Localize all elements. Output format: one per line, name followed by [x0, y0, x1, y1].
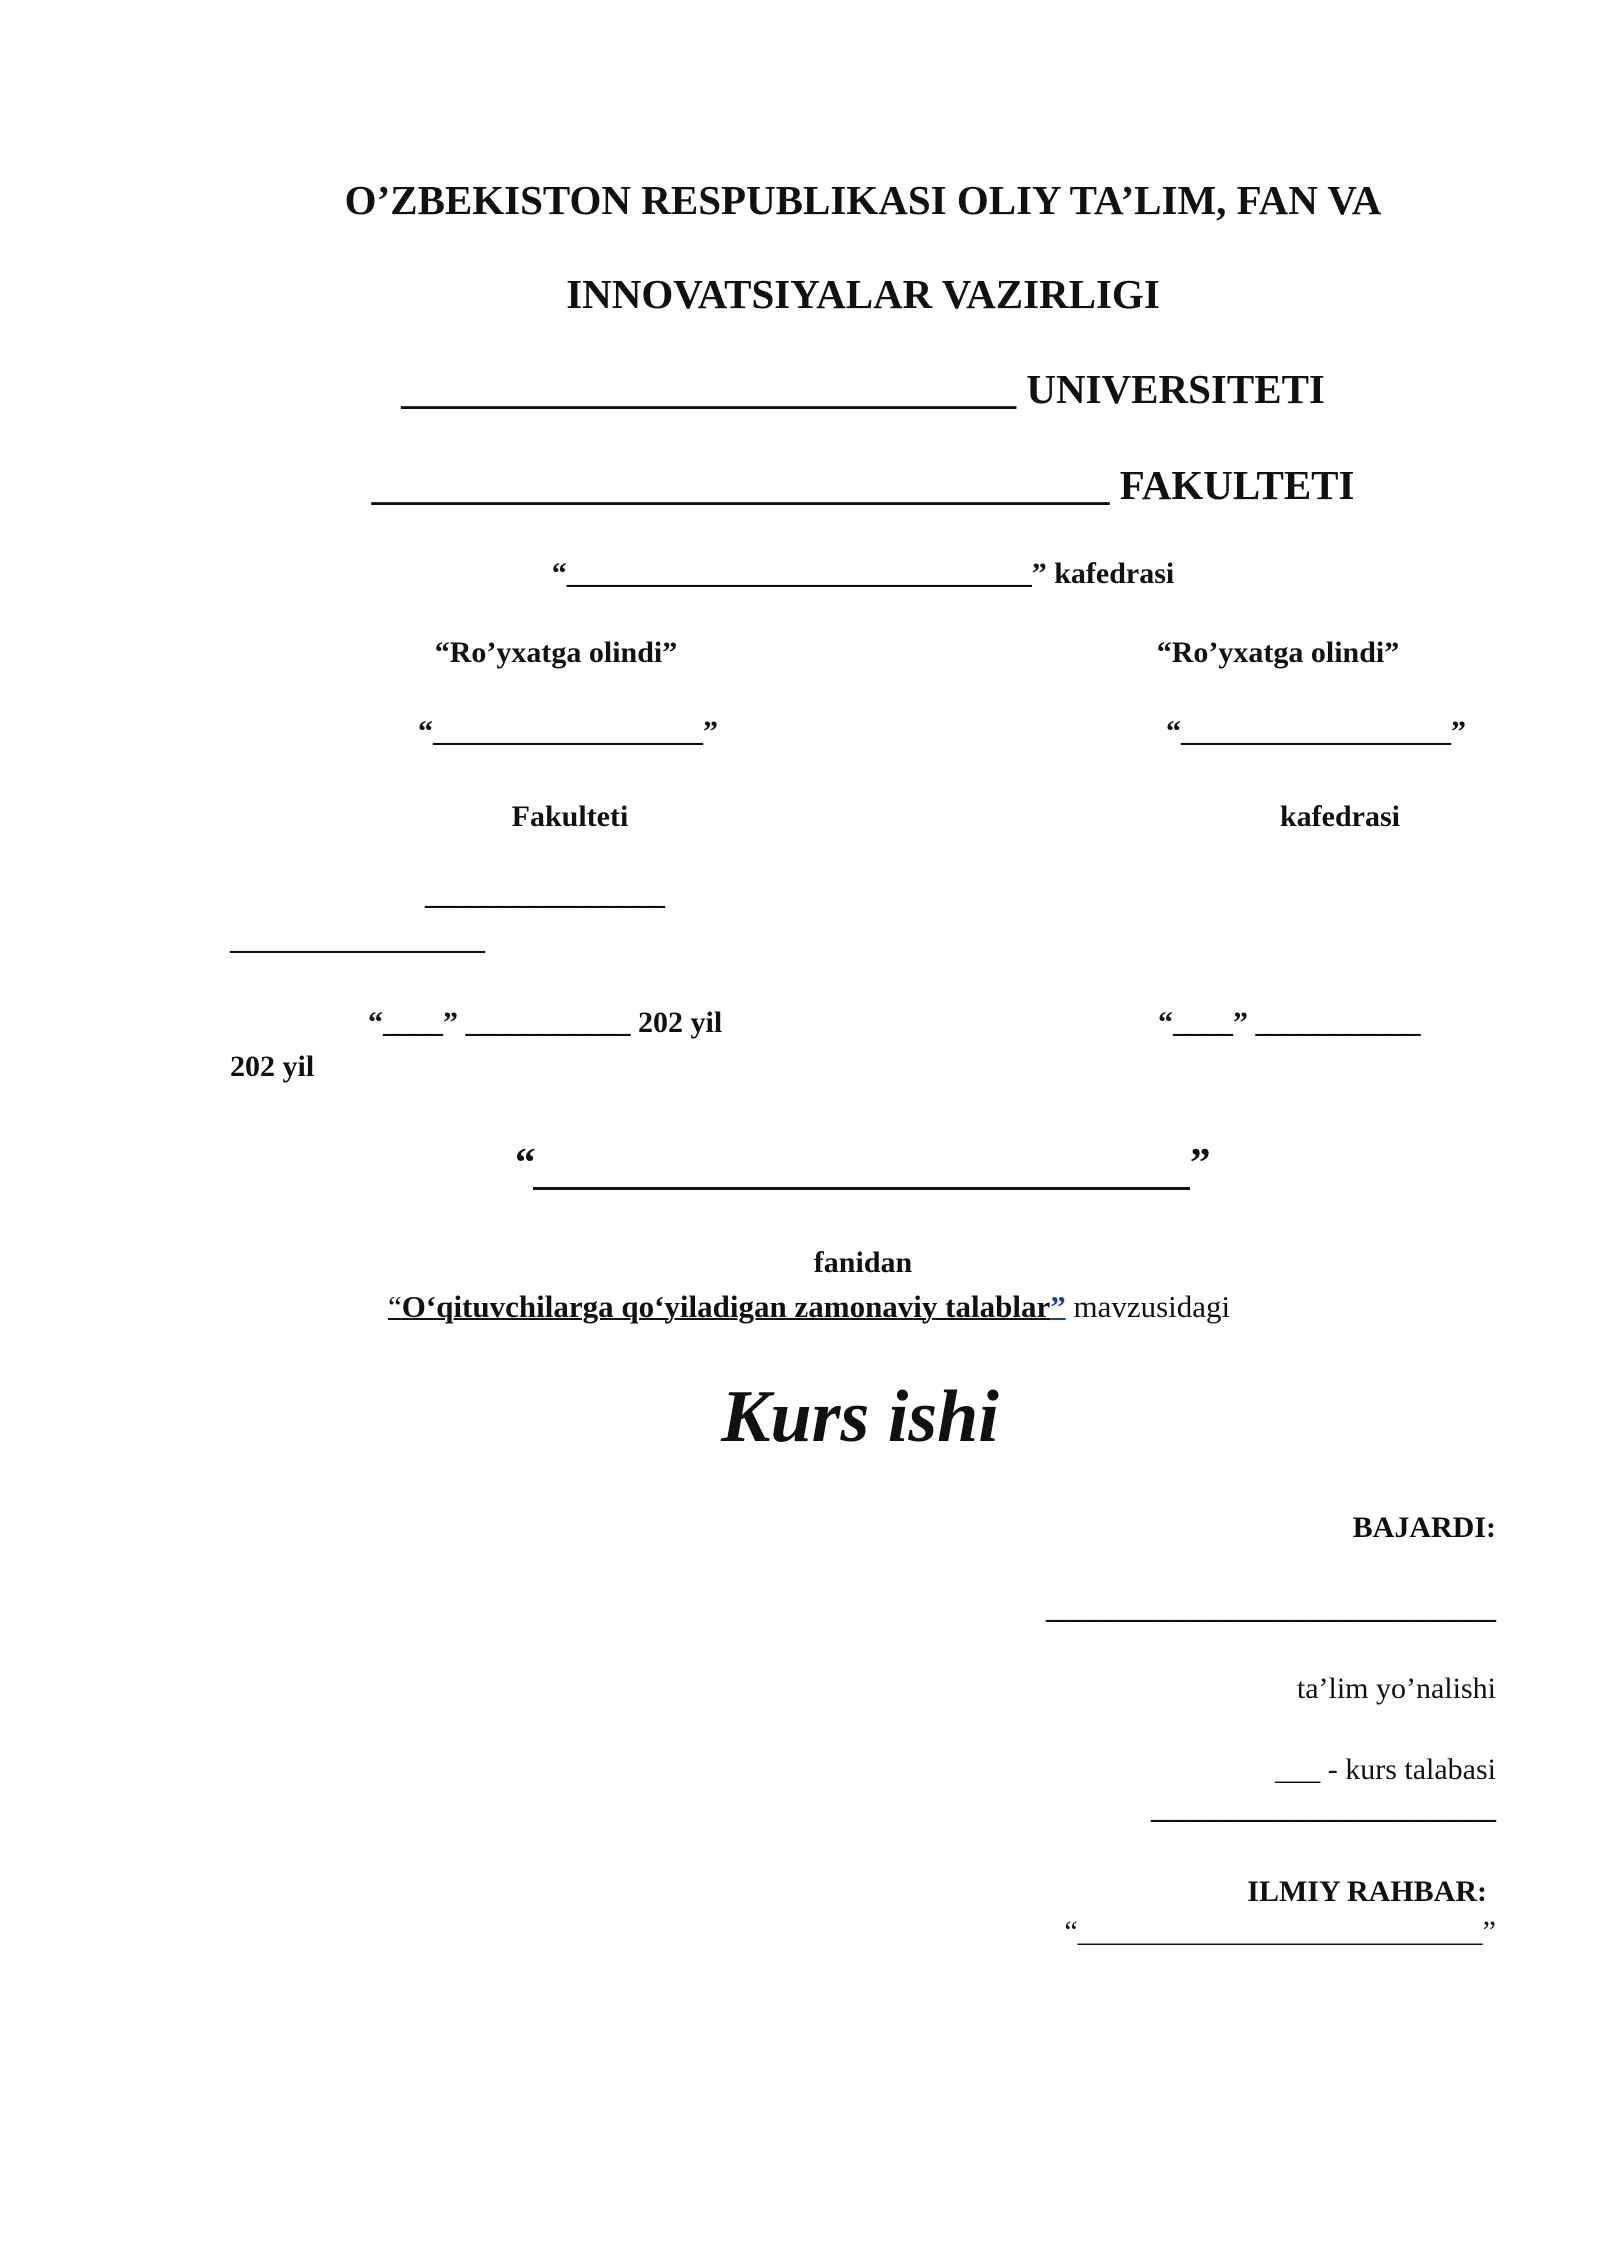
- registration-date-left: “____” ___________ 202 yil: [368, 1006, 723, 1039]
- ministry-line-1: O’ZBEKISTON RESPUBLIKASI OLIY TA’LIM, FAN VA: [344, 177, 1382, 223]
- topic-open-quote: “: [388, 1289, 402, 1324]
- registration-heading-right: “Ro’yxatga olindi”: [1156, 636, 1400, 669]
- department-line: “_______________________________” kafedrasi: [551, 557, 1175, 590]
- course-line: ___ - kurs talabasi: [1275, 1753, 1496, 1786]
- registration-date-right-year: 202 yil: [230, 1050, 315, 1083]
- performer-name-blank: ______________________________: [1046, 1592, 1496, 1625]
- registration-date-right: “____” ___________: [1158, 1006, 1421, 1039]
- study-direction: ta’lim yo’nalishi: [1296, 1672, 1496, 1705]
- supervisor-name-line: “___________________________”: [1064, 1915, 1496, 1948]
- subject-label: fanidan: [813, 1246, 913, 1279]
- document-title: Kurs ishi: [721, 1376, 999, 1458]
- subject-open-quote: “: [515, 1139, 536, 1185]
- subject-blank-line: [533, 1187, 1190, 1190]
- university-line: ______________________________ UNIVERSITETI: [401, 366, 1325, 412]
- left-signature-blank: ________________: [425, 878, 665, 911]
- topic-suffix: mavzusidagi: [1065, 1289, 1231, 1324]
- student-name-blank: _______________________: [1151, 1792, 1496, 1825]
- topic-text: O‘qituvchilarga qo‘yiladigan zamonaviy talablar: [401, 1289, 1051, 1324]
- registration-heading-left: “Ro’yxatga olindi”: [434, 636, 678, 669]
- subject-close-quote: ”: [1190, 1139, 1211, 1185]
- topic-close-quote: ”: [1050, 1289, 1066, 1324]
- faculty-label: Fakulteti: [511, 800, 629, 833]
- registration-number-right: “__________________”: [1166, 715, 1466, 748]
- topic-line: [388, 1291, 1230, 1322]
- department-label: kafedrasi: [1280, 800, 1400, 833]
- supervisor-label: ILMIY RAHBAR:: [1247, 1875, 1487, 1908]
- ministry-line-2: INNOVATSIYALAR VAZIRLIGI: [566, 271, 1160, 317]
- performer-label: BAJARDI:: [1352, 1511, 1496, 1544]
- right-signature-blank: _________________: [230, 923, 485, 956]
- registration-number-left: “__________________”: [418, 715, 718, 748]
- faculty-line: ____________________________________ FAKULTETI: [371, 462, 1355, 508]
